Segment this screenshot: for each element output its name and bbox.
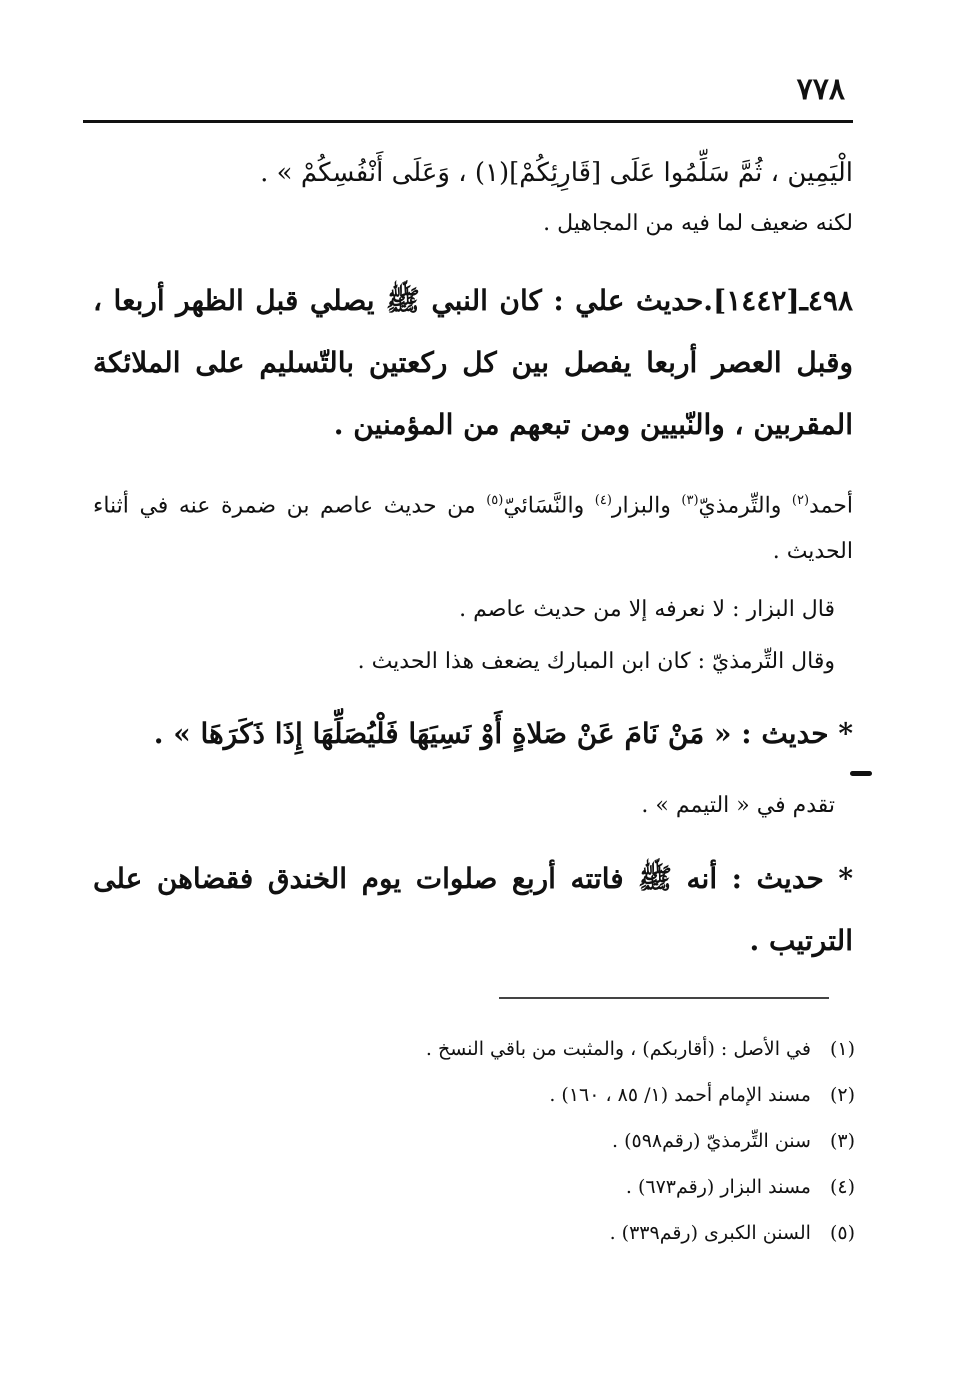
footnote-ref-2: (٢) [791,493,810,508]
footnote-text: مسند البزار (رقم٦٧٣) . [625,1176,811,1198]
footnote-item [95,1210,855,1256]
footnote-text: السنن الكبرى (رقم٣٣٩) . [609,1222,811,1244]
header-rule [83,120,853,123]
footnote-number: (٥) [829,1222,855,1244]
footnote-number: (٤) [829,1176,855,1198]
footnote-item [95,1164,855,1210]
weakness-note: لكنه ضعيف لما فيه من المجاهيل . [543,211,853,236]
footnote-number: (٢) [829,1084,855,1106]
tayammum-reference: تقدم في « التيمم » . [641,793,835,818]
tirmidhi-quote: وقال التِّرمذيّ : كان ابن المبارك يضعف هذا الحديث . [357,649,835,674]
source-ahmad: أحمد [809,493,853,519]
footnote-number: (٣) [829,1130,855,1152]
hadith-sleep-prayer: * حديث : « مَنْ نَامَ عَنْ صَلاةٍ أَوْ نَسِيَهَا فَلْيُصَلِّهَا إِذَا ذَكَرَهَا » . [153,717,853,750]
margin-mark [850,771,872,776]
footnote-text: سنن التِّرمذيّ (رقم٥٩٨) . [612,1130,811,1152]
footnote-item [95,1118,855,1164]
footnote-ref-5: (٥) [486,493,504,508]
continued-text-line: الْيَمِين ، ثُمَّ سَلِّمُوا عَلَى [قَارِئِكُمْ](١) ، وَعَلَى أَنْفُسِكُمْ » . [260,158,853,188]
footnote-item [95,1072,855,1118]
page-number: ٧٧٨ [796,72,845,107]
source-nasai: والنَّسَائيّ [503,493,595,519]
source-tirmidhi: والتِّرمذيّ [698,493,792,519]
hadith-khandaq: * حديث : أنه ﷺ فاتته أربع صلوات يوم الخندق فقضاهن على الترتيب . [93,862,853,957]
footnote-text: في الأصل : (أقاربكم) ، والمثبت من باقي النسخ . [425,1038,811,1060]
footnote-number: (١) [829,1038,855,1060]
footnote-ref-4: (٤) [594,493,612,508]
takhrij-rest: من حديث عاصم بن ضمرة عنه في أثناء الحديث . [93,493,853,565]
footnote-text: مسند الإمام أحمد (١/ ٨٥ ، ١٦٠) . [549,1084,811,1106]
footnote-ref-3: (٣) [681,493,699,508]
footnotes-list [95,1026,855,1256]
source-bazzar: والبزار [611,493,682,519]
hadith-498 [93,270,853,456]
hadith-number: ٤٩٨ـ [799,284,853,317]
hadith-text: حديث علي : كان النبي ﷺ يصلي قبل الظهر أربعا ، وقبل العصر أربعا يفصل بين كل ركعتين بالتّسليم على الملائكة المقربين ، والنّبيين ومن تبعهم من المؤمنين . [93,284,853,441]
hadith-reference: [١٤٤٢]. [703,284,800,317]
footnote-rule [499,997,829,999]
footnote-item [95,1026,855,1072]
takhrij-paragraph [93,478,853,575]
bazzar-quote: قال البزار : لا نعرفه إلا من حديث عاصم . [459,597,835,622]
